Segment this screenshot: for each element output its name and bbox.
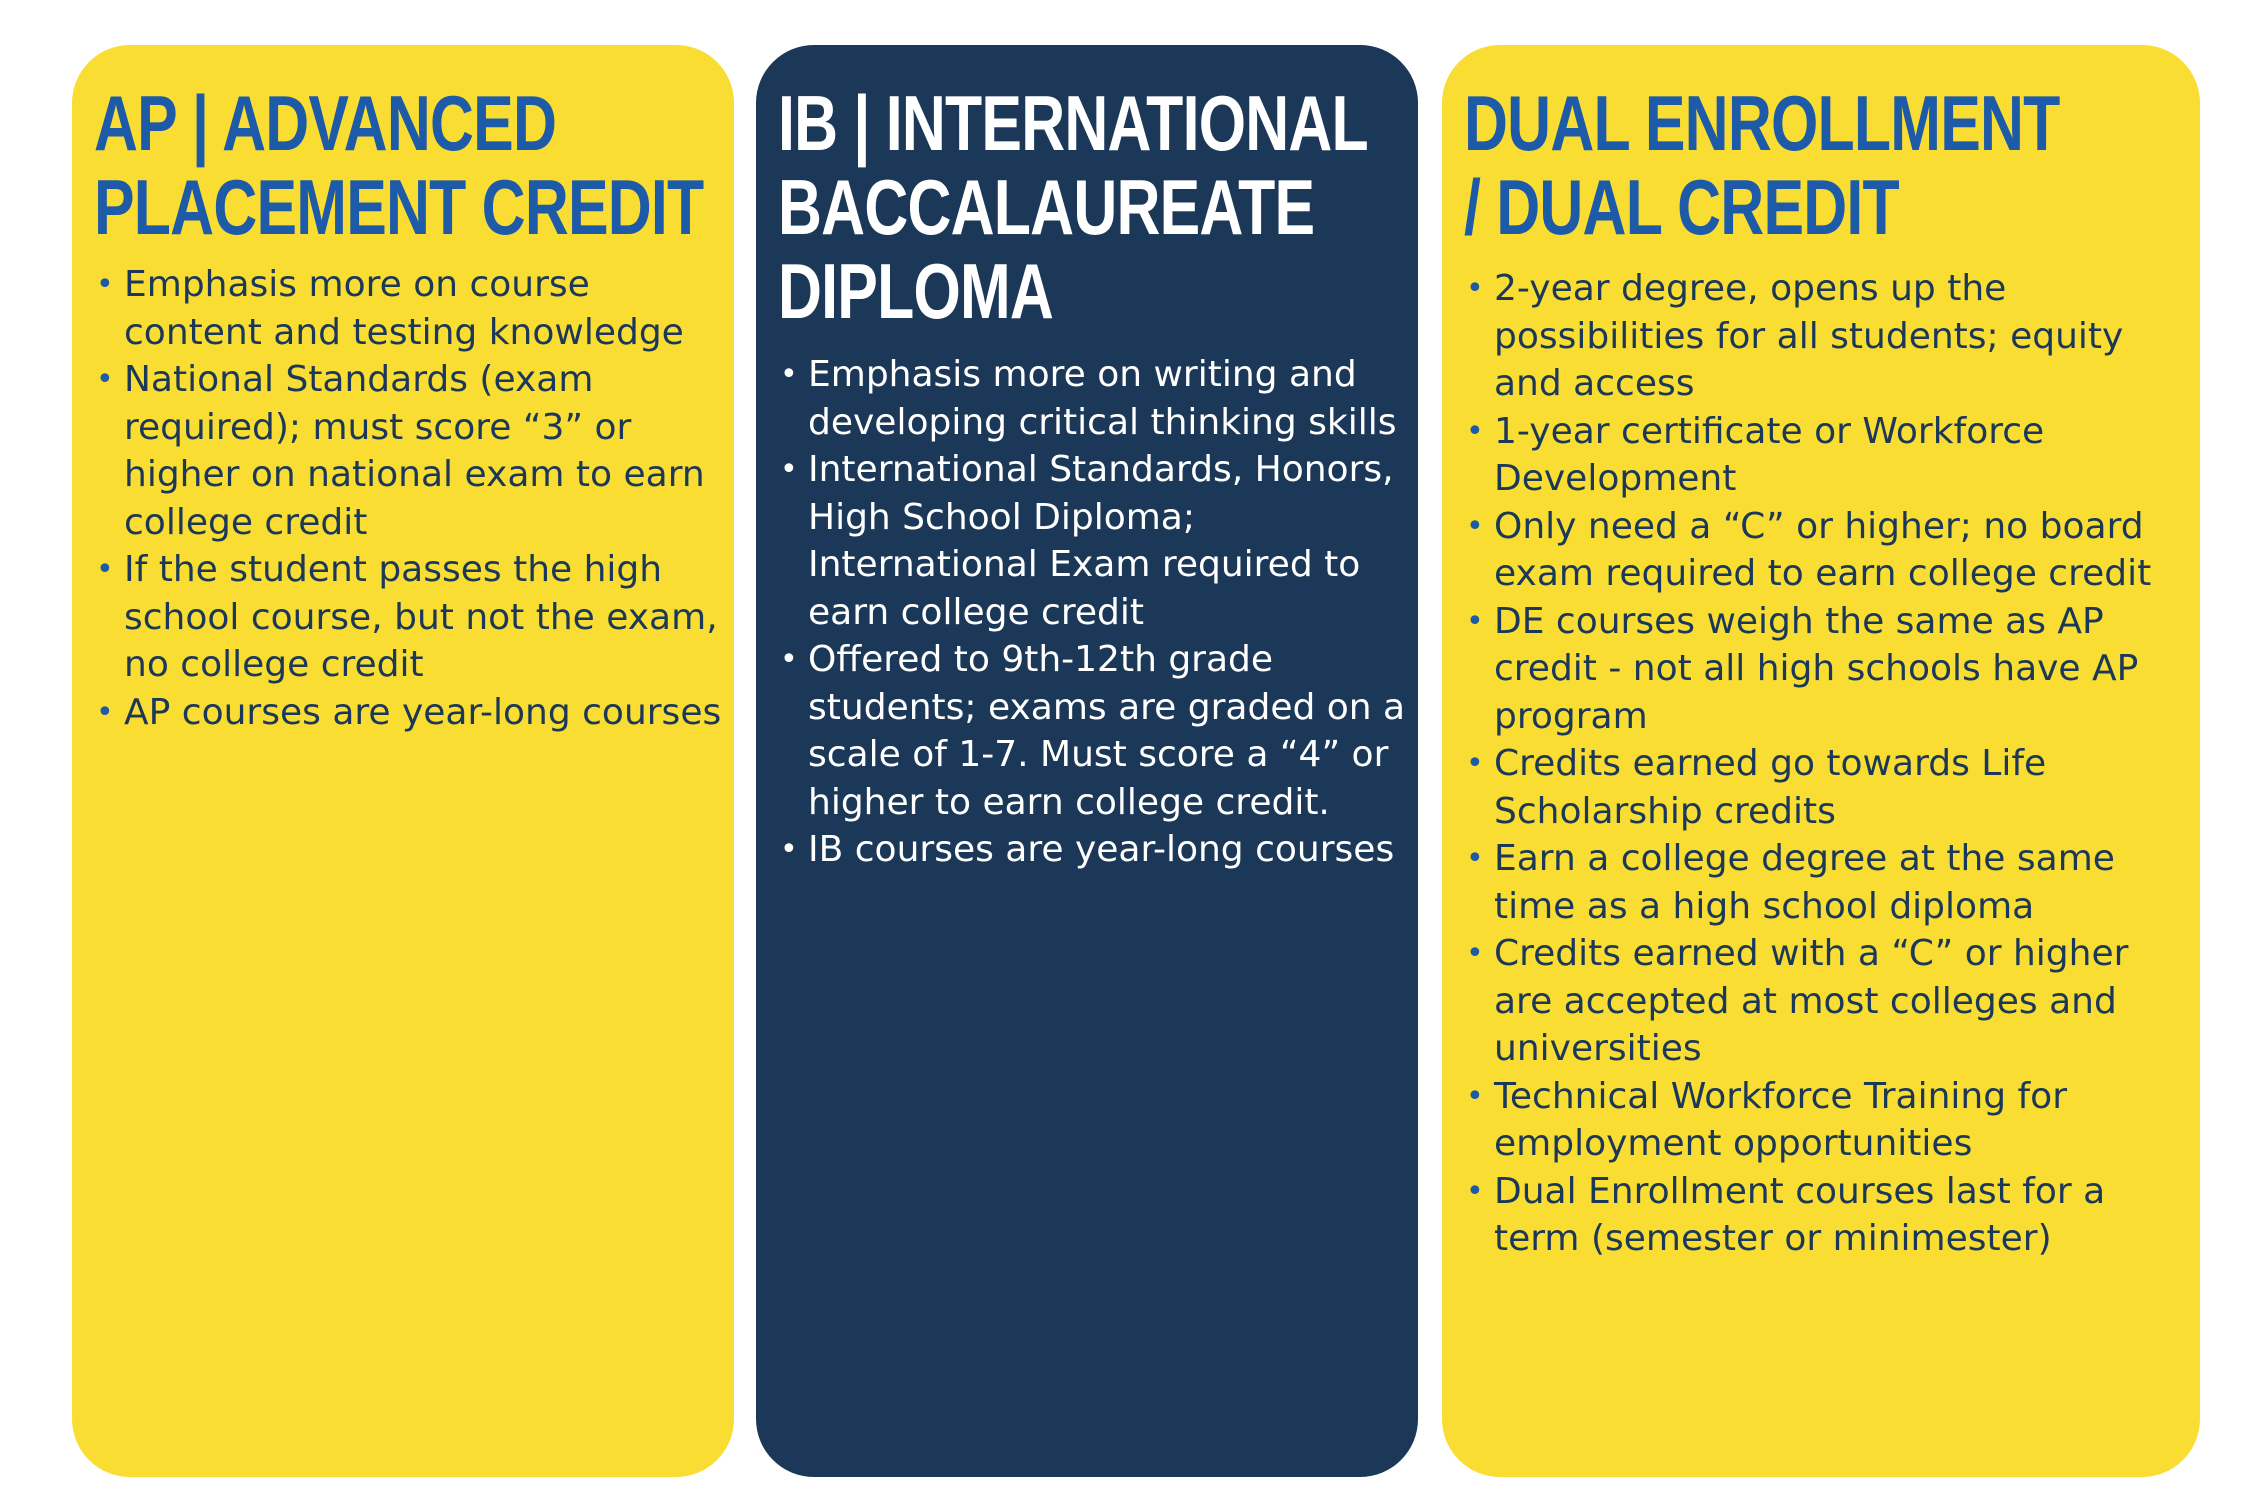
ap-bullet-text: National Standards (exam required); must score “3” or higher on national exam to earn college credit [124,359,705,543]
de-title-line: DUAL ENROLLMENT [1464,79,2060,167]
ap-panel [72,45,734,1477]
ap-title-line: PLACEMENT CREDIT [94,163,704,251]
bullet-dot-icon: • [1466,1173,1484,1209]
ap-bullet-item [94,689,724,737]
bullet-dot-icon: • [1466,413,1484,449]
ib-title-line: DIPLOMA [778,247,1054,335]
de-bullet-item [1464,740,2194,835]
ib-bullet-item [778,826,1410,874]
de-bullet-text: DE courses weigh the same as AP credit - not all high schools have AP program [1494,600,2139,737]
ib-bullet-text: IB courses are year-long courses [808,829,1395,870]
bullet-dot-icon: • [1466,1078,1484,1114]
ib-bullet-item [778,446,1410,636]
de-bullet-text: Dual Enrollment courses last for a term (semester or minimester) [1494,1170,2106,1259]
de-bullet-text: Technical Workforce Training for employment opportunities [1494,1075,2067,1164]
ib-title-line: IB | INTERNATIONAL [778,79,1368,167]
ib-title [778,81,1368,333]
ap-bullet-text: If the student passes the high school course, but not the exam, no college credit [124,549,718,685]
de-bullet-item [1464,598,2194,741]
de-bullet-text: Credits earned with a “C” or higher are accepted at most colleges and universities [1494,933,2129,1069]
de-bullet-item [1464,1168,2194,1263]
de-bullet-item [1464,408,2194,503]
ib-bullet-text: International Standards, Honors, High School Diploma; International Exam required to earn college credit [808,449,1394,633]
bullet-dot-icon: • [1466,746,1484,781]
bullet-dot-icon: • [780,357,798,392]
bullet-dot-icon: • [96,694,114,730]
bullet-dot-icon: • [1466,508,1484,544]
de-bullet-text: Only need a “C” or higher; no board exam required to earn college credit [1494,505,2152,594]
bullet-dot-icon: • [96,552,114,587]
bullet-dot-icon: • [780,452,798,487]
ib-bullet-text: Offered to 9th-12th grade students; exams are graded on a scale of 1-7. Must score a “4” or higher to earn college credit. [808,639,1406,823]
ap-bullet-item [94,356,724,546]
de-bullet-item [1464,265,2194,408]
ap-title [94,81,703,249]
ap-bullet-text: Emphasis more on course content and testing knowledge [124,264,684,353]
de-bullet-item [1464,503,2194,598]
de-title-line: / DUAL CREDIT [1464,163,1899,251]
bullet-dot-icon: • [1466,936,1484,971]
ib-bullet-text: Emphasis more on writing and developing critical thinking skills [808,354,1397,443]
de-panel [1442,45,2200,1477]
bullet-dot-icon: • [96,362,114,397]
bullet-dot-icon: • [780,832,798,867]
de-bullet-item [1464,835,2194,930]
de-bullet-text: 2-year degree, opens up the possibilities for all students; equity and access [1494,268,2124,404]
de-bullet-item [1464,930,2194,1073]
de-bullet-item [1464,1073,2194,1168]
bullet-dot-icon: • [780,642,798,677]
ap-bullet-list [94,261,724,736]
ap-bullet-item [94,546,724,689]
ib-title-line: BACCALAUREATE [778,163,1315,251]
ap-title-line: AP | ADVANCED [94,79,557,167]
bullet-dot-icon: • [1466,271,1484,306]
de-bullet-text: 1-year certificate or Workforce Development [1494,410,2045,499]
ib-bullet-item [778,351,1410,446]
bullet-dot-icon: • [1466,603,1484,639]
ib-bullet-list [778,351,1410,874]
ib-panel [756,45,1418,1477]
bullet-dot-icon: • [96,267,114,302]
bullet-dot-icon: • [1466,841,1484,876]
de-bullet-list [1464,265,2194,1263]
de-bullet-text: Credits earned go towards Life Scholarship credits [1494,743,2047,832]
de-title [1464,81,2060,249]
ib-bullet-item [778,636,1410,826]
de-bullet-text: Earn a college degree at the same time as a high school diploma [1494,838,2115,927]
ap-bullet-item [94,261,724,356]
ap-bullet-text: AP courses are year-long courses [124,691,722,733]
